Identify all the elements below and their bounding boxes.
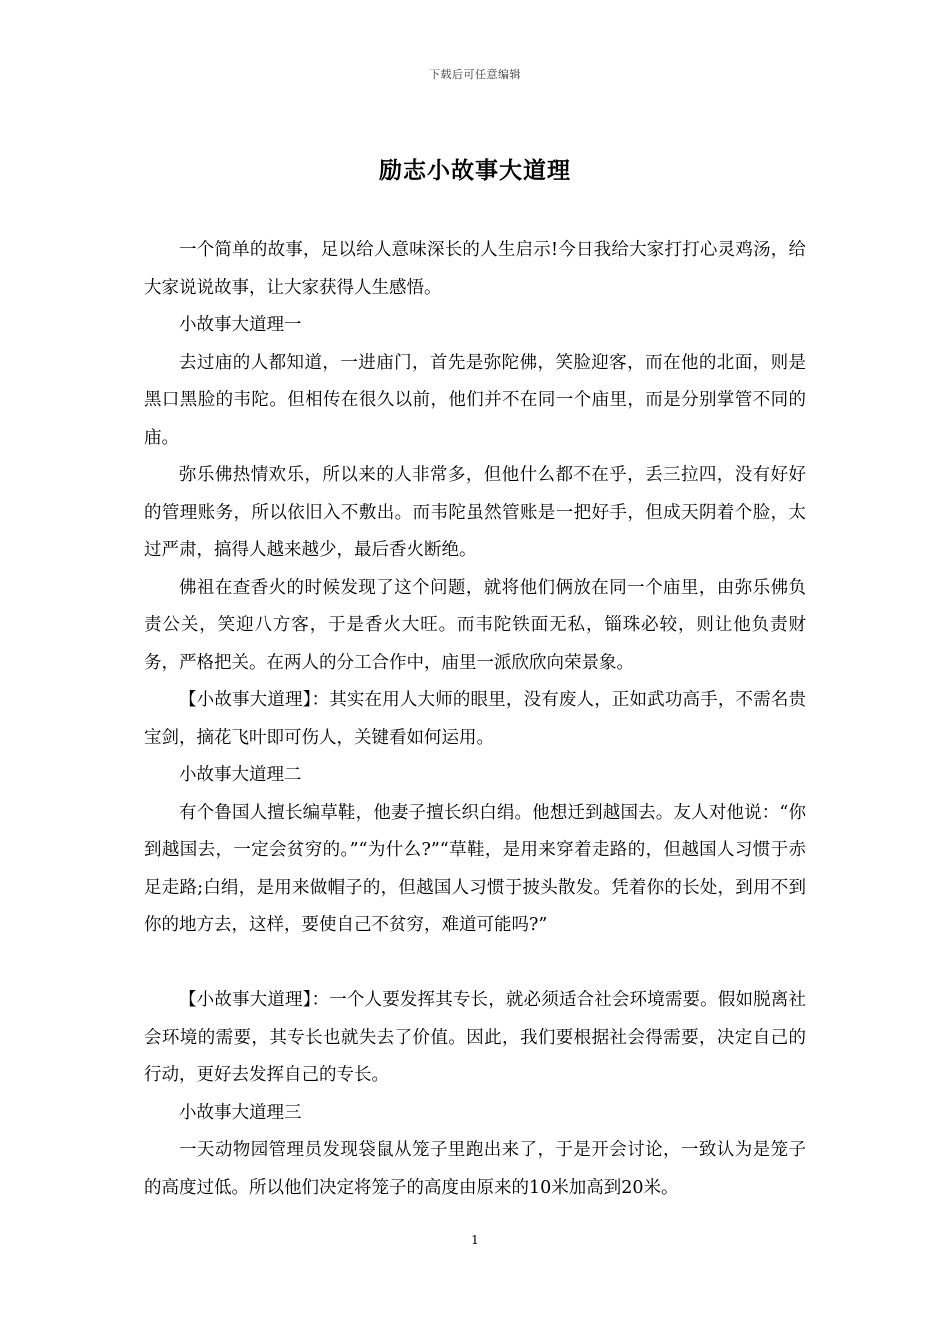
blank-line bbox=[144, 945, 806, 983]
section-heading-3: 小故事大道理三 bbox=[179, 1102, 302, 1123]
page-number: 1 bbox=[471, 1233, 479, 1247]
moral-paragraph: 【小故事大道理】：一个人要发挥其专长，就必须适合社会环境需要。假如脱离社会环境的需要，其专长也就失去了价值。因此，我们要根据社会得需要，决定自己的行动，更好去发挥自己的专长。 bbox=[144, 990, 806, 1085]
header-note: 下载后可任意编辑 bbox=[429, 68, 521, 81]
paragraph: 去过庙的人都知道，一进庙门，首先是弥陀佛，笑脸迎客，而在他的北面，则是黑口黑脸的韦陀。但相传在很久以前，他们并不在同一个庙里，而是分别掌管不同的庙。 bbox=[144, 352, 806, 448]
paragraph: 有个鲁国人擅长编草鞋，他妻子擅长织白绢。他想迁到越国去。友人对他说：“你到越国去，一定会贫穷的。”“为什么?”“草鞋，是用来穿着走路的，但越国人习惯于赤足走路;白绢，是用来做帽子的，但越国人习惯于披头散发。凭着你的长处，到用不到你的地方去，这样，要使自己不贫穷，难道可能吗?” bbox=[144, 802, 806, 935]
paragraph: 弥乐佛热情欢乐，所以来的人非常多，但他什么都不在乎，丢三拉四，没有好好的管理账务，所以依旧入不敷出。而韦陀虽然管账是一把好手，但成天阴着个脸，太过严肃，搞得人越来越少，最后香火断绝。 bbox=[144, 465, 806, 560]
document-body bbox=[144, 232, 806, 1207]
document-title: 励志小故事大道理 bbox=[379, 157, 571, 184]
paragraph: 一天动物园管理员发现袋鼠从笼子里跑出来了，于是开会讨论，一致认为是笼子的高度过低。所以他们决定将笼子的高度由原来的10米加高到20米。 bbox=[144, 1140, 806, 1198]
moral-paragraph: 【小故事大道理】：其实在用人大师的眼里，没有废人，正如武功高手，不需名贵宝剑，摘花飞叶即可伤人，关键看如何运用。 bbox=[144, 690, 806, 748]
section-heading-2: 小故事大道理二 bbox=[179, 765, 302, 785]
paragraph: 佛祖在查香火的时候发现了这个问题，就将他们俩放在同一个庙里，由弥乐佛负责公关，笑迎八方客，于是香火大旺。而韦陀铁面无私，锱珠必较，则让他负责财务，严格把关。在两人的分工合作中，庙里一派欣欣向荣景象。 bbox=[144, 577, 806, 673]
paragraph-intro: 一个简单的故事，足以给人意味深长的人生启示!今日我给大家打打心灵鸡汤，给大家说说故事，让大家获得人生感悟。 bbox=[144, 240, 806, 298]
section-heading-1: 小故事大道理一 bbox=[179, 315, 302, 335]
